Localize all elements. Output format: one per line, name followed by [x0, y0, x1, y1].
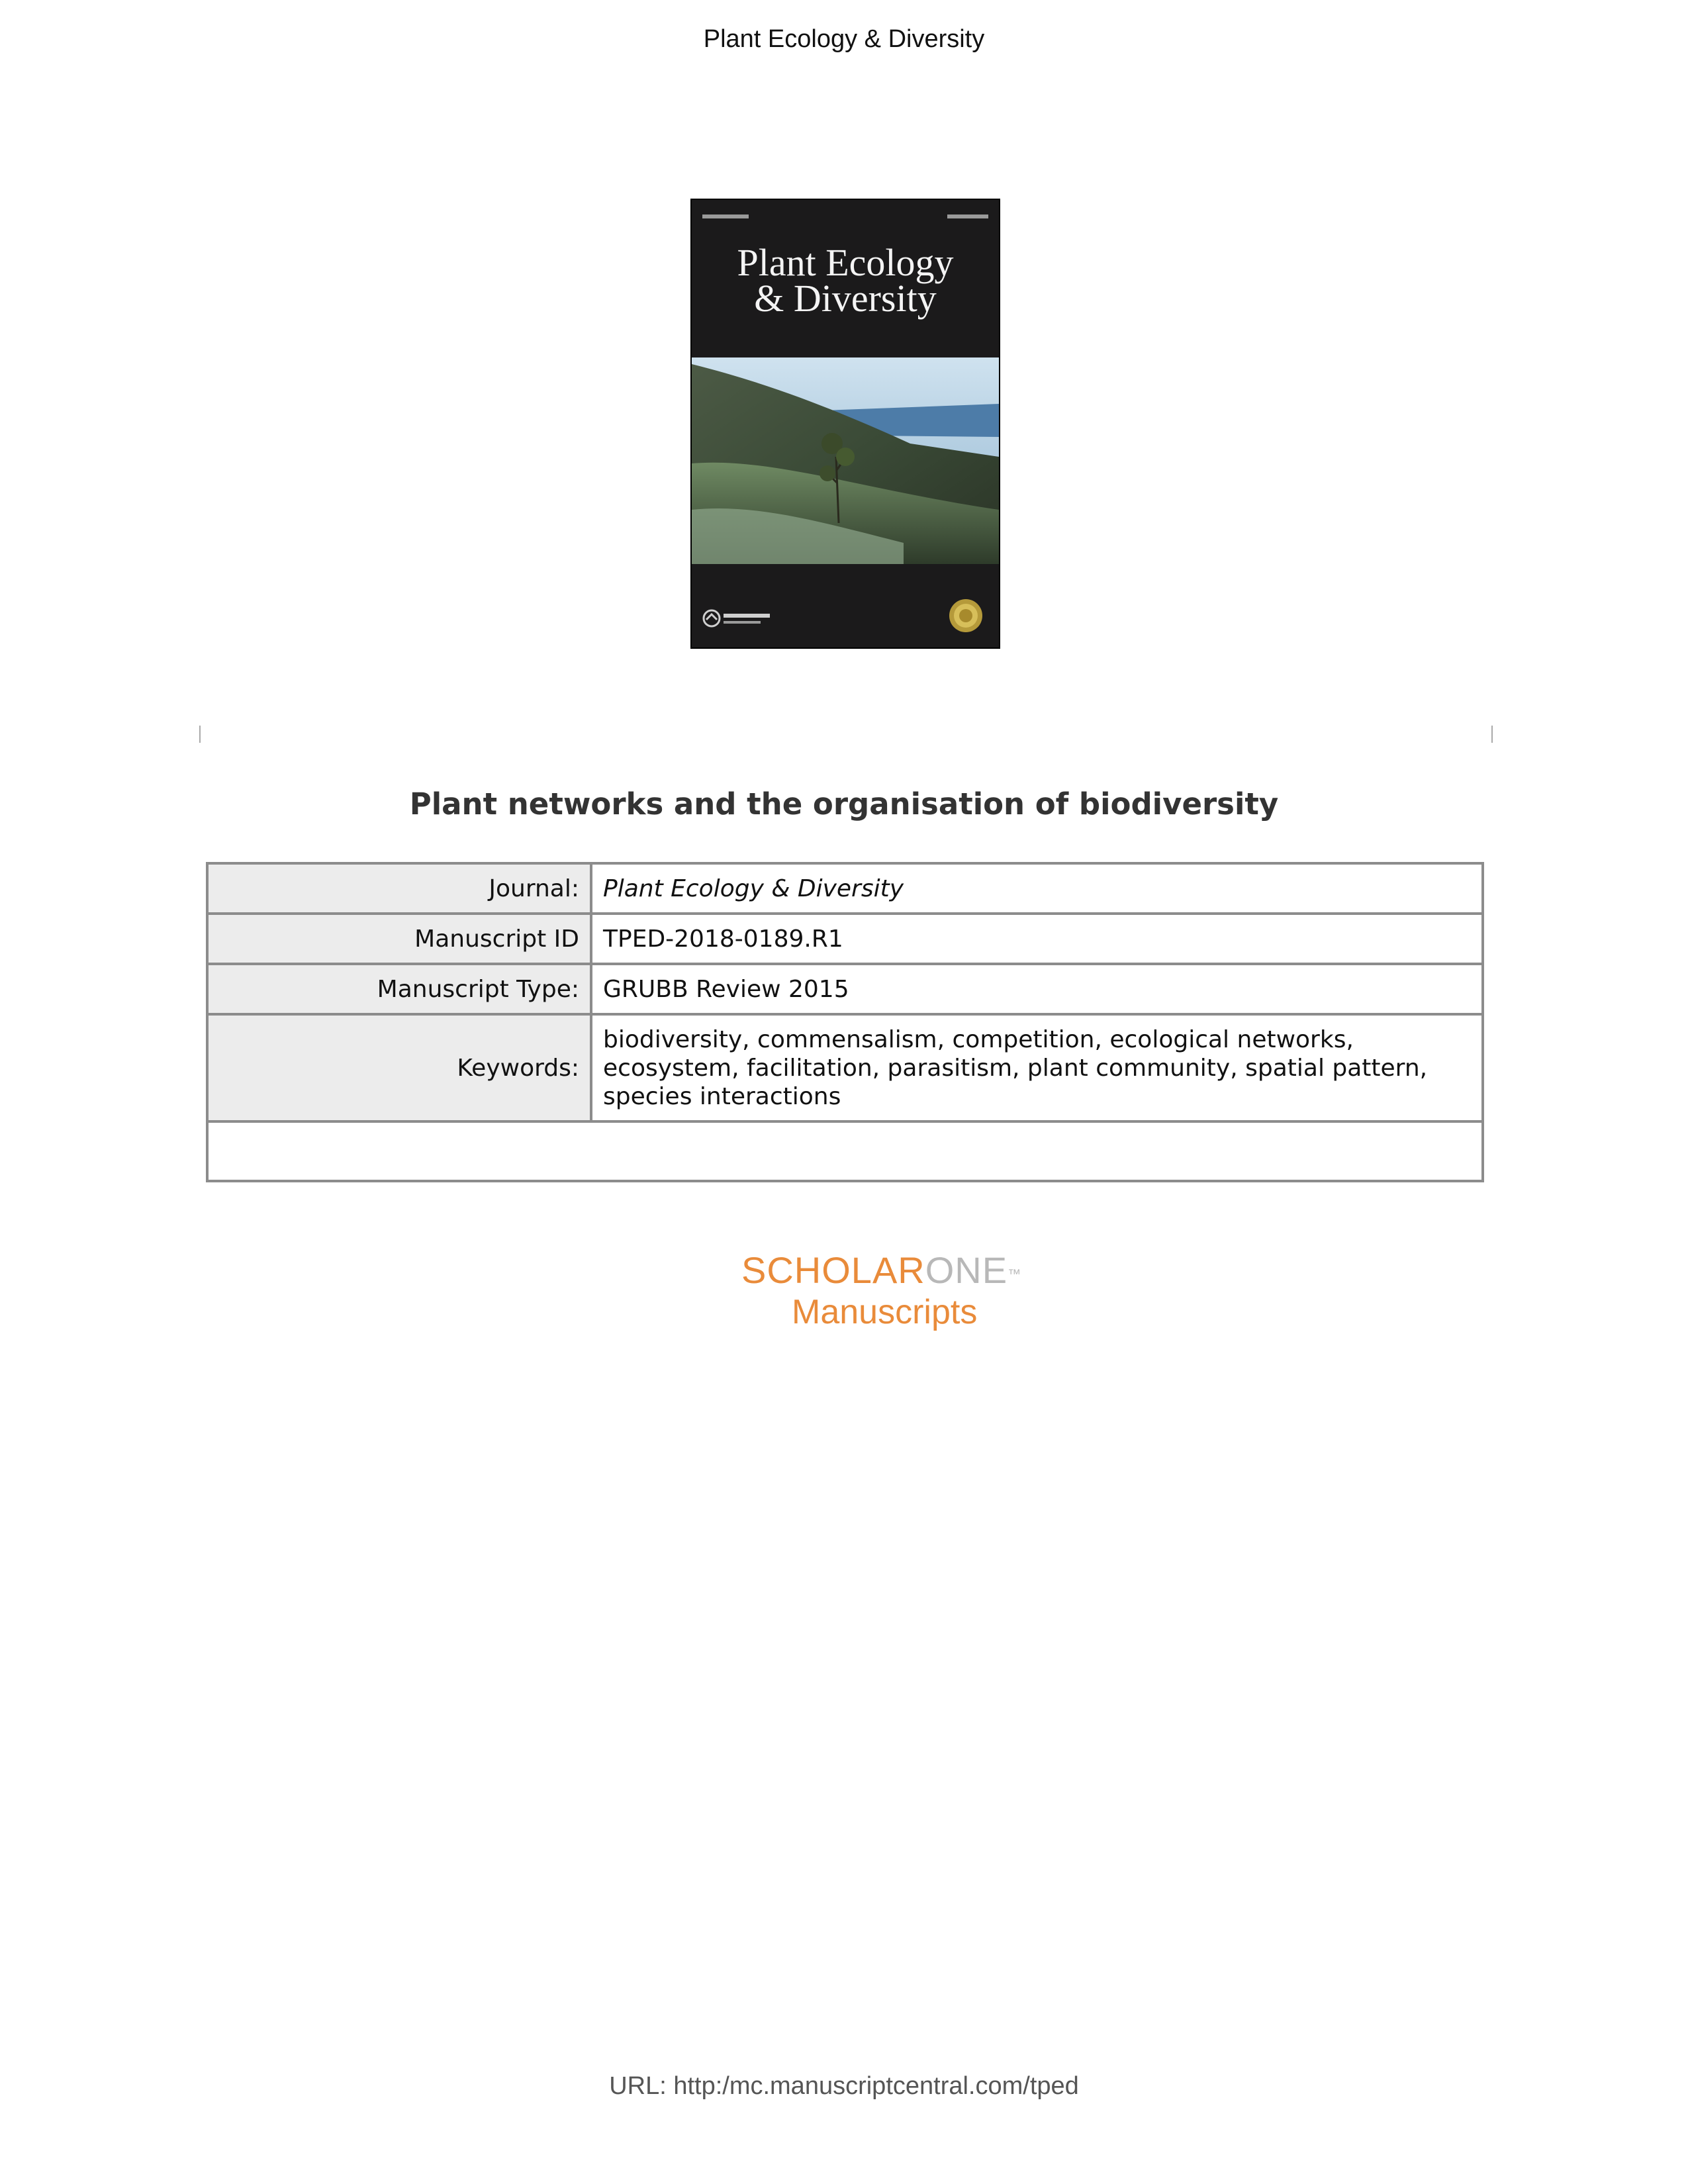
manuscript-type-value: GRUBB Review 2015	[591, 964, 1483, 1014]
journal-value: Plant Ecology & Diversity	[591, 863, 1483, 914]
keywords-line: ecosystem, facilitation, parasitism, plant community, spatial pattern,	[603, 1054, 1428, 1082]
logo-scholar-text: SCHOLAR	[741, 1249, 925, 1291]
table-row-empty	[207, 1121, 1483, 1181]
logo-one-text: ONE	[925, 1249, 1008, 1291]
trademark-symbol: ™	[1008, 1267, 1022, 1282]
logo-wordmark	[741, 1250, 1021, 1291]
cover-title-line2: & Diversity	[754, 277, 937, 320]
publisher-logo-icon	[701, 605, 780, 632]
manuscript-metadata-table	[206, 862, 1484, 1182]
manuscript-type-label: Manuscript Type:	[207, 964, 591, 1014]
journal-cover-image	[690, 199, 1000, 649]
cover-landscape-photo	[692, 357, 999, 564]
paper-title: Plant networks and the organisation of biodiversity	[409, 786, 1279, 822]
manuscript-id-value: TPED-2018-0189.R1	[591, 914, 1483, 964]
keywords-value	[591, 1014, 1483, 1121]
cover-title-line1: Plant Ecology	[737, 241, 954, 284]
footer-url: URL: http:/mc.manuscriptcentral.com/tped	[609, 2072, 1079, 2100]
crop-mark-left	[199, 726, 201, 743]
keywords-label: Keywords:	[207, 1014, 591, 1121]
table-row	[207, 914, 1483, 964]
manuscript-id-label: Manuscript ID	[207, 914, 591, 964]
keywords-line: species interactions	[603, 1082, 841, 1110]
empty-cell	[207, 1121, 1483, 1181]
crop-mark-right	[1491, 726, 1493, 743]
journal-header: Plant Ecology & Diversity	[703, 25, 985, 53]
table-row	[207, 964, 1483, 1014]
keywords-line: biodiversity, commensalism, competition, ecological networks,	[603, 1025, 1354, 1053]
society-seal-icon	[949, 598, 983, 633]
cover-title	[692, 241, 999, 320]
table-row	[207, 863, 1483, 914]
table-row	[207, 1014, 1483, 1121]
journal-label: Journal:	[207, 863, 591, 914]
cover-issue-line	[702, 214, 988, 220]
logo-manuscripts-text: Manuscripts	[792, 1293, 978, 1331]
scholarone-logo	[741, 1250, 1021, 1333]
